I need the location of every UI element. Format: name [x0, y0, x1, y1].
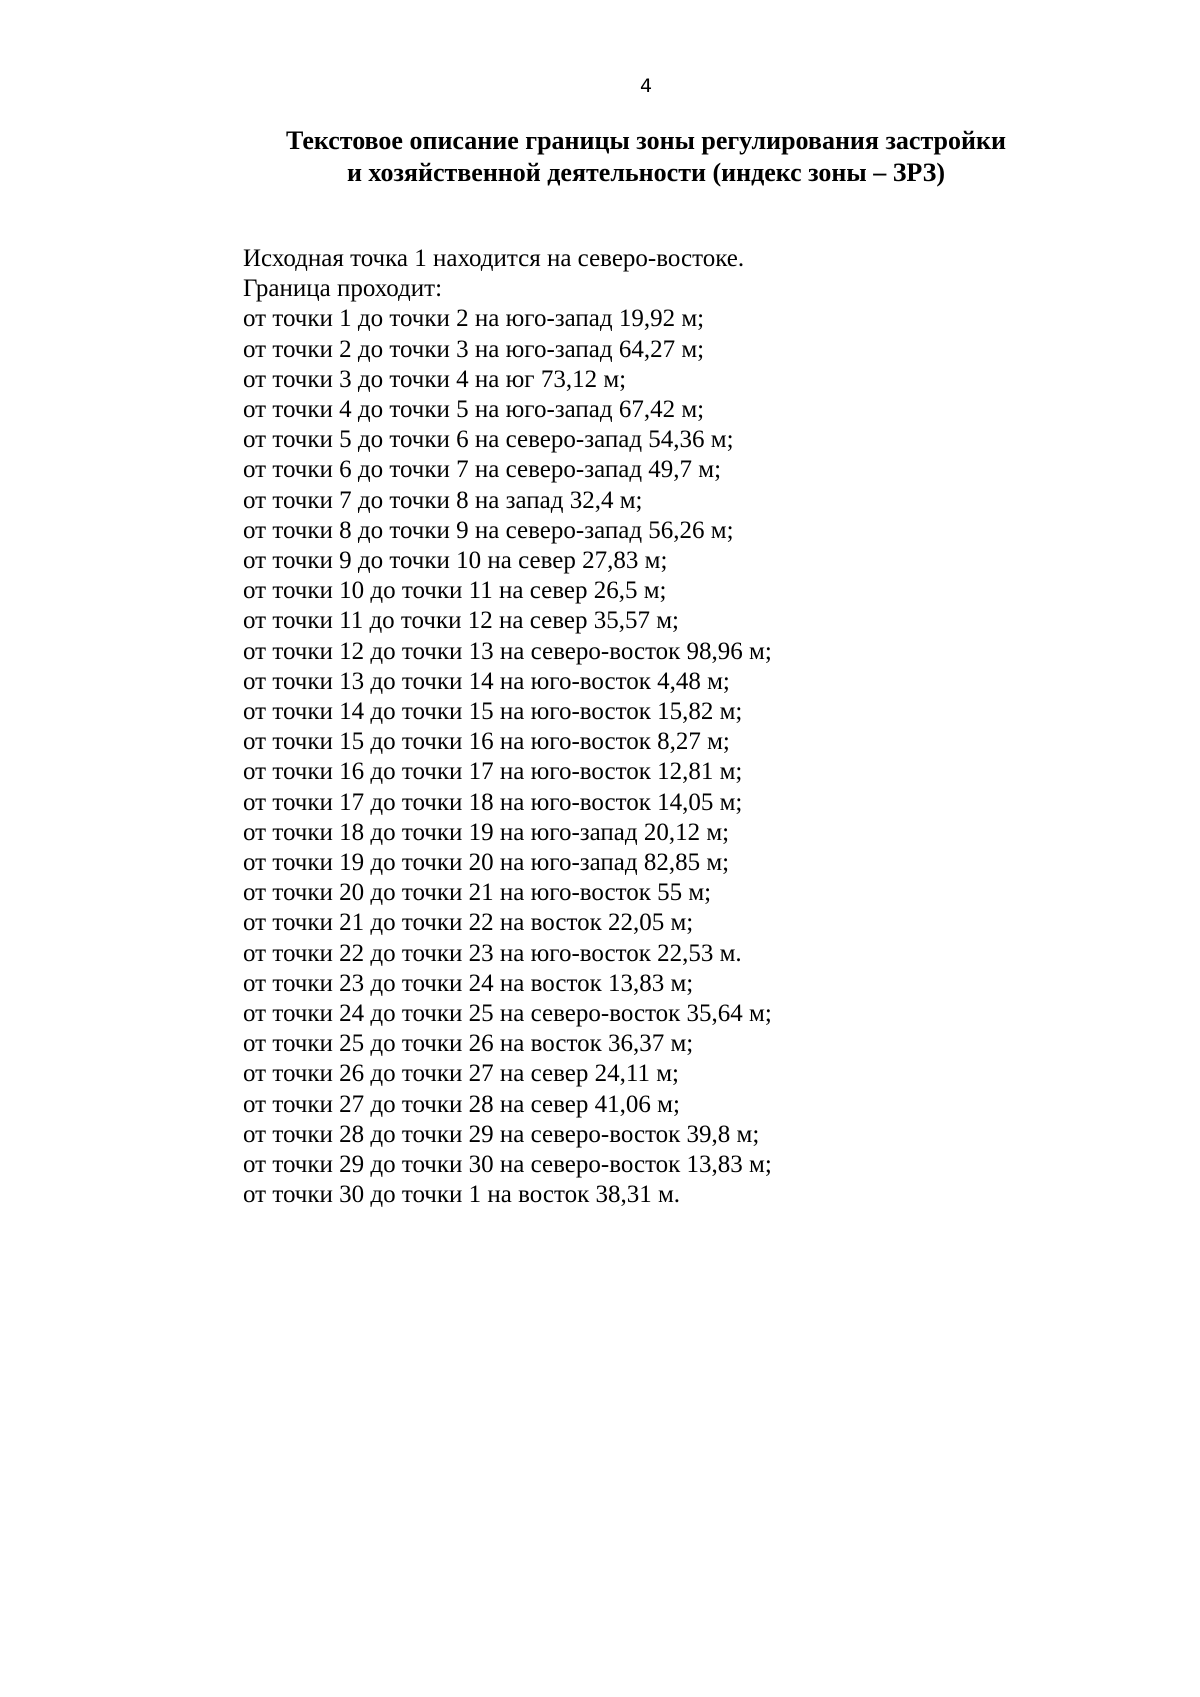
- boundary-lead-text: Граница проходит:: [243, 275, 443, 303]
- segment-line: от точки 1 до точки 2 на юго-запад 19,92 м;: [243, 305, 705, 333]
- segment-line: от точки 20 до точки 21 на юго-восток 55 м;: [243, 879, 712, 907]
- segment-line: от точки 26 до точки 27 на север 24,11 м;: [243, 1060, 679, 1088]
- segment-line: от точки 24 до точки 25 на северо-восток 35,64 м;: [243, 1000, 772, 1028]
- document-title-line: и хозяйственной деятельности (индекс зоны – ЗРЗ): [346, 158, 946, 187]
- segment-line: от точки 5 до точки 6 на северо-запад 54,36 м;: [243, 426, 734, 454]
- segment-line: от точки 7 до точки 8 на запад 32,4 м;: [243, 486, 643, 514]
- segment-line: от точки 14 до точки 15 на юго-восток 15,82 м;: [243, 698, 743, 726]
- segment-line: от точки 18 до точки 19 на юго-запад 20,12 м;: [243, 818, 730, 846]
- segment-line: от точки 25 до точки 26 на восток 36,37 м;: [243, 1030, 694, 1058]
- segment-line: от точки 6 до точки 7 на северо-запад 49,7 м;: [243, 456, 722, 484]
- segment-line: от точки 2 до точки 3 на юго-запад 64,27 м;: [243, 335, 705, 363]
- segment-line: от точки 22 до точки 23 на юго-восток 22,53 м.: [243, 939, 742, 967]
- page-number: 4: [639, 75, 653, 97]
- segment-line: от точки 12 до точки 13 на северо-восток 98,96 м;: [243, 637, 772, 665]
- segment-line: от точки 17 до точки 18 на юго-восток 14,05 м;: [243, 788, 743, 816]
- segment-line: от точки 8 до точки 9 на северо-запад 56,26 м;: [243, 516, 734, 544]
- start-point-text: Исходная точка 1 находится на северо-востоке.: [243, 245, 745, 272]
- segment-line: от точки 11 до точки 12 на север 35,57 м;: [243, 607, 679, 635]
- boundary-description: [243, 244, 1043, 1211]
- segment-line: от точки 30 до точки 1 на восток 38,31 м.: [243, 1181, 681, 1209]
- segment-line: от точки 3 до точки 4 на юг 73,12 м;: [243, 365, 627, 393]
- segment-line: от точки 19 до точки 20 на юго-запад 82,85 м;: [243, 849, 730, 877]
- document-title: [0, 125, 1200, 189]
- document-title-line: Текстовое описание границы зоны регулирования застройки: [286, 126, 1006, 155]
- segment-line: от точки 27 до точки 28 на север 41,06 м;: [243, 1090, 680, 1118]
- segment-line: от точки 15 до точки 16 на юго-восток 8,27 м;: [243, 728, 730, 756]
- segment-line: от точки 4 до точки 5 на юго-запад 67,42 м;: [243, 396, 705, 424]
- segment-line: от точки 13 до точки 14 на юго-восток 4,48 м;: [243, 667, 730, 695]
- segment-line: от точки 10 до точки 11 на север 26,5 м;: [243, 577, 667, 605]
- segment-line: от точки 29 до точки 30 на северо-восток 13,83 м;: [243, 1151, 772, 1179]
- segment-line: от точки 16 до точки 17 на юго-восток 12,81 м;: [243, 758, 743, 786]
- segment-line: от точки 21 до точки 22 на восток 22,05 м;: [243, 909, 694, 937]
- segment-line: от точки 23 до точки 24 на восток 13,83 м;: [243, 969, 694, 997]
- segment-line: от точки 28 до точки 29 на северо-восток 39,8 м;: [243, 1120, 760, 1148]
- segment-line: от точки 9 до точки 10 на север 27,83 м;: [243, 547, 668, 575]
